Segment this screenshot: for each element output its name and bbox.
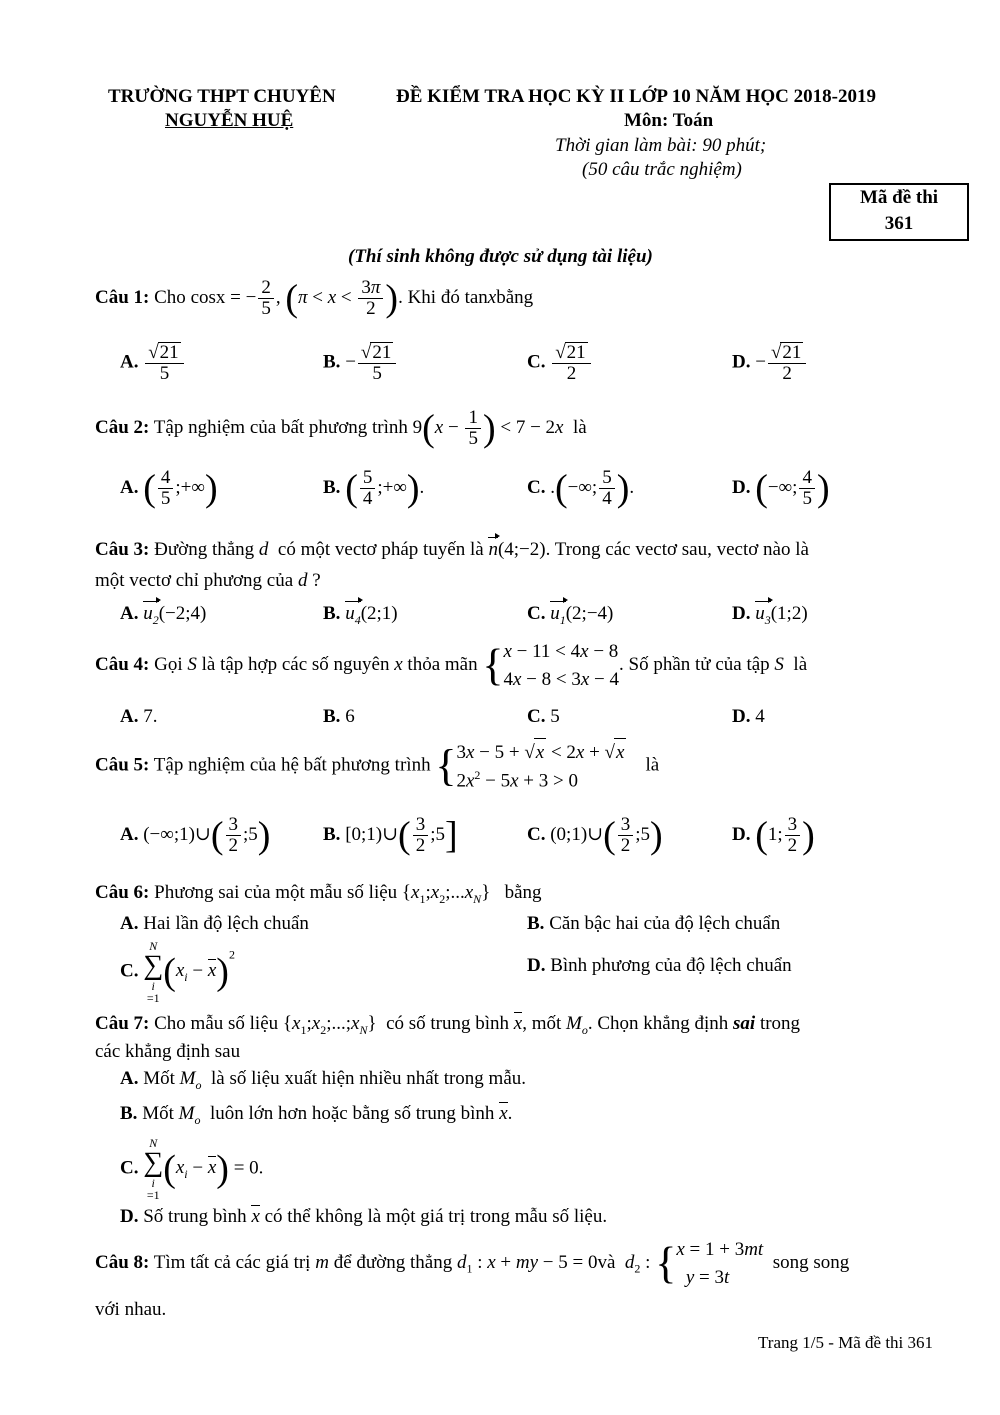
question-2: Câu 2: Tập nghiệm của bất phương trình 9(x − $\frac{1}{5}$ ) < 7 − 2x là (95, 407, 587, 450)
question-count: (50 câu trắc nghiệm) (582, 159, 742, 180)
question-8-line2: với nhau. (95, 1299, 167, 1320)
q1-option-a[interactable]: A. $\frac{√21}{5}$ (120, 342, 186, 384)
exam-code-value: 361 (884, 213, 914, 234)
q5-option-d[interactable]: D. (1; $\frac{3}{2}$ ) (732, 814, 815, 857)
q7-option-b[interactable]: B. Mốt $M_o$ luôn lớn hơn hoặc bằng số trung bình x. (120, 1103, 513, 1127)
exam-title: ĐỀ KIỂM TRA HỌC KỲ II LỚP 10 NĂM HỌC 2018-2019 (396, 86, 876, 107)
question-4: Câu 4: Gọi S là tập hợp các số nguyên x thỏa mãn { x − 11 < 4x − 8 4x − 8 < 3x − 4 . Số phần tử của tập S là (95, 640, 808, 690)
q3-option-d[interactable]: D. $u_3(1;2)$ (732, 603, 808, 627)
school-name-2: NGUYỄN HUỆ (165, 110, 294, 131)
exam-code-label: Mã đề thi (859, 187, 939, 208)
q2-option-d[interactable]: D. (−∞; $\frac{4}{5}$ ) (732, 467, 830, 510)
q4-option-a[interactable]: A. 7. (120, 706, 158, 727)
instruction: (Thí sinh không được sử dụng tài liệu) (348, 246, 653, 267)
q3-option-a[interactable]: A. $u_2(-2;4)$ (120, 603, 207, 627)
question-1: Câu 1: Cho cosx = − $\frac{2}{5}$ , (π < x < $\frac{3\pi}{2}$ ). Khi đó tanxbằng (95, 277, 534, 320)
q1-label: Câu 1: (95, 286, 150, 308)
duration: Thời gian làm bài: 90 phút; (555, 135, 767, 156)
question-7: Câu 7: Cho mẫu số liệu $\{x_1;x_2;...;x_N\}$ có số trung bình x, mốt $M_o$. Chọn khẳng định sai trong (95, 1013, 801, 1037)
q1-option-d[interactable]: D. − $\frac{√21}{2}$ (732, 342, 808, 384)
subject: Môn: Toán (624, 110, 714, 131)
school-name: TRƯỜNG THPT CHUYÊN (108, 86, 336, 107)
question-5: Câu 5: Tập nghiệm của hệ bất phương trình { 3x − 5 + √x < 2x + √x $2x^2 - 5x + 3 > 0$ là (95, 738, 659, 794)
q3-option-c[interactable]: C. $u_1(2;-4)$ (527, 603, 614, 627)
q5-option-a[interactable]: A. (−∞;1)∪( $\frac{3}{2}$ ;5) (120, 814, 271, 857)
q6-option-a[interactable]: A. Hai lần độ lệch chuẩn (120, 913, 309, 934)
q6-option-d[interactable]: D. Bình phương của độ lệch chuẩn (527, 955, 792, 976)
q2-option-b[interactable]: B. ( $\frac{5}{4}$ ;+∞). (323, 467, 425, 510)
question-3-line2: một vectơ chỉ phương của d ? (95, 570, 321, 591)
q5-option-b[interactable]: B. [0;1)∪( $\frac{3}{2}$ ;5] (323, 814, 458, 857)
q4-option-d[interactable]: D. 4 (732, 706, 765, 727)
question-3: Câu 3: Đường thẳng d có một vectơ pháp tuyến là n(4;−2). Trong các vectơ sau, vectơ nào là (95, 539, 809, 560)
q1-option-b[interactable]: B. − $\frac{√21}{5}$ (323, 342, 398, 384)
q6-option-b[interactable]: B. Căn bậc hai của độ lệch chuẩn (527, 913, 781, 934)
q1-option-c[interactable]: C. $\frac{√21}{2}$ (527, 342, 593, 384)
q4-option-c[interactable]: C. 5 (527, 706, 560, 727)
q4-option-b[interactable]: B. 6 (323, 706, 355, 727)
question-8: Câu 8: Tìm tất cả các giá trị m để đường thẳng $d_1$ : x + my − 5 = 0và $d_2$ : { x = 1 + 3mt y = 3t song song (95, 1238, 850, 1288)
question-6: Câu 6: Phương sai của một mẫu số liệu $\{x_1;x_2;...x_N\}$ bằng (95, 882, 542, 906)
q3-option-b[interactable]: B. $u_4(2;1)$ (323, 603, 398, 627)
q2-option-a[interactable]: A. ( $\frac{4}{5}$ ;+∞) (120, 467, 218, 510)
q7-option-d[interactable]: D. Số trung bình x có thể không là một giá trị trong mẫu số liệu. (120, 1206, 608, 1227)
q6-option-c[interactable]: C. N ∑ i $=1(x_i - x)^2$ (120, 939, 235, 1005)
q5-option-c[interactable]: C. (0;1)∪( $\frac{3}{2}$ ;5) (527, 814, 663, 857)
q7-option-c[interactable]: C. N ∑ i $=1(x_i - x) = 0$. (120, 1136, 264, 1202)
q2-option-c[interactable]: C. .(−∞; $\frac{5}{4}$ ). (527, 467, 635, 510)
page-footer: Trang 1/5 - Mã đề thi 361 (758, 1333, 934, 1352)
question-7-line2: các khẳng định sau (95, 1041, 241, 1062)
exam-code-box (829, 183, 969, 241)
q7-option-a[interactable]: A. Mốt $M_o$ là số liệu xuất hiện nhiều nhất trong mẫu. (120, 1068, 527, 1092)
